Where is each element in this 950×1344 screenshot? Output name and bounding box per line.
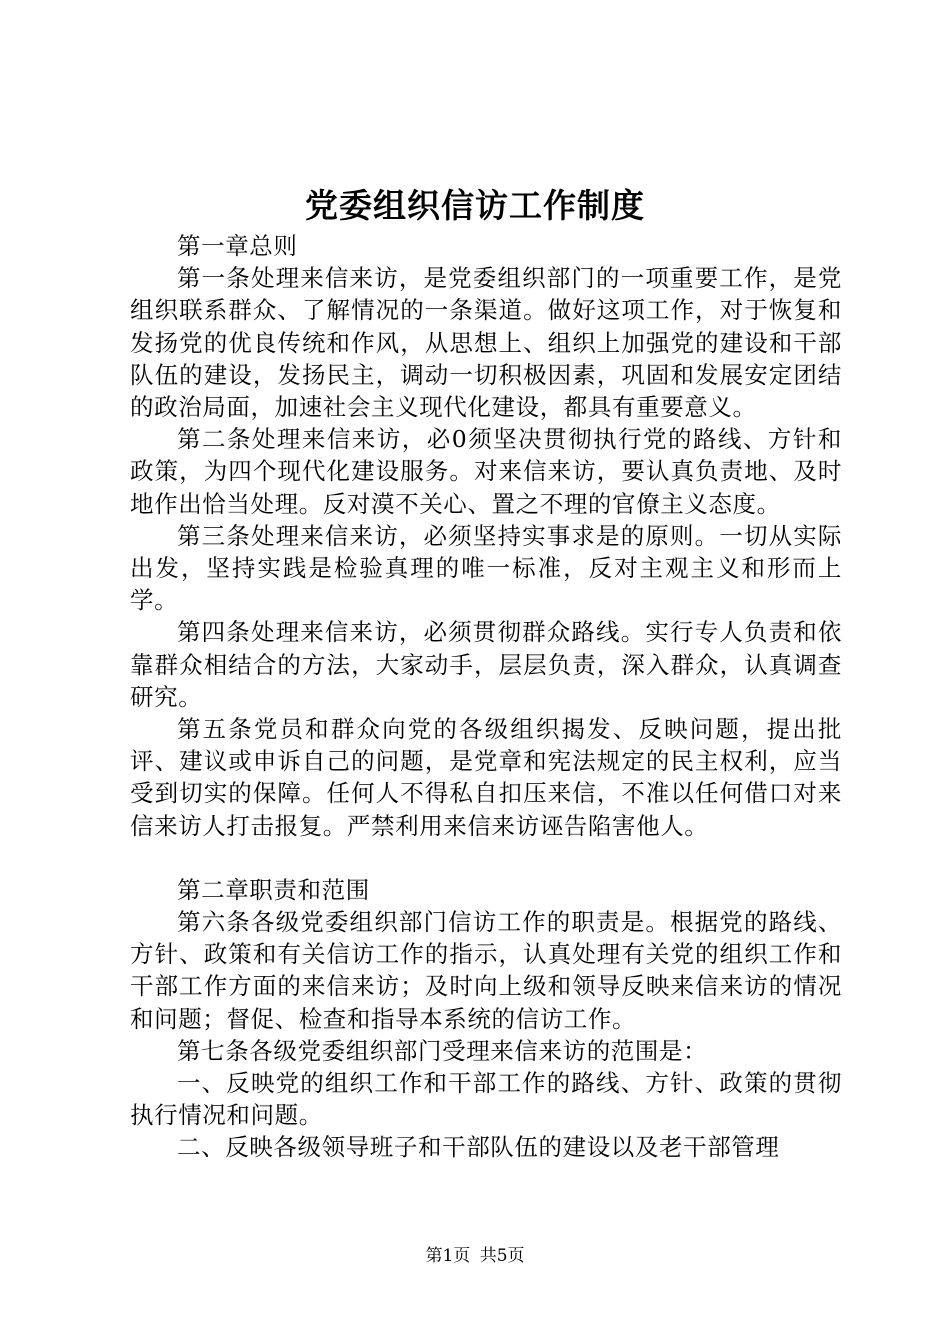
article-paragraph: 第二条处理来信来访，必0须坚决贯彻执行党的路线、方针和政策，为四个现代化建设服务。对来信来访，要认真负责地、及时地作出恰当处理。反对漠不关心、置之不理的官僚主义态度。 <box>130 425 842 518</box>
chapter-heading: 第二章职责和范围 <box>177 875 370 904</box>
article-paragraph: 第六条各级党委组织部门信访工作的职责是。根据党的路线、方针、政策和有关信访工作的指示，认真处理有关党的组织工作和干部工作方面的来信来访；及时向上级和领导反映来信来访的情况和问题；督促、检查和指导本系统的信访工作。 <box>130 908 842 1033</box>
article-paragraph: 第四条处理来信来访，必须贯彻群众路线。实行专人负责和依靠群众相结合的方法，大家动手，层层负责，深入群众，认真调查研究。 <box>130 618 842 711</box>
document-title: 党委组织信访工作制度 <box>305 186 645 225</box>
list-item-paragraph: 二、反映各级领导班子和干部队伍的建设以及老干部管理 <box>177 1133 780 1162</box>
document-body <box>130 230 842 1164</box>
list-item-paragraph: 一、反映党的组织工作和干部工作的路线、方针、政策的贯彻执行情况和问题。 <box>130 1069 842 1130</box>
article-paragraph: 第五条党员和群众向党的各级组织揭发、反映问题，提出批评、建议或申诉自己的问题，是党章和宪法规定的民主权利，应当受到切实的保障。任何人不得私自扣压来信，不准以任何借口对来信来访人打击报复。严禁利用来信来访诬告陷害他人。 <box>130 715 842 840</box>
article-paragraph: 第三条处理来信来访，必须坚持实事求是的原则。一切从实际出发，坚持实践是检验真理的唯一标准，反对主观主义和形而上学。 <box>130 521 842 615</box>
section-spacer <box>130 842 842 874</box>
chapter-heading: 第一章总则 <box>177 232 298 260</box>
article-paragraph: 第一条处理来信来访，是党委组织部门的一项重要工作，是党组织联系群众、了解情况的一条渠道。做好这项工作，对于恢复和发扬党的优良传统和作风，从思想上、组织上加强党的建设和干部队伍的建设，发扬民主，调动一切积极因素，巩固和发展安定团结的政治局面，加速社会主义现代化建设，都具有重要意义。 <box>130 264 842 422</box>
page-total: 共5页 <box>479 1246 525 1266</box>
page-number: 第1页 <box>425 1246 471 1266</box>
article-paragraph: 第七条各级党委组织部门受理来信来访的范围是： <box>177 1036 708 1065</box>
page-footer <box>0 1244 950 1268</box>
